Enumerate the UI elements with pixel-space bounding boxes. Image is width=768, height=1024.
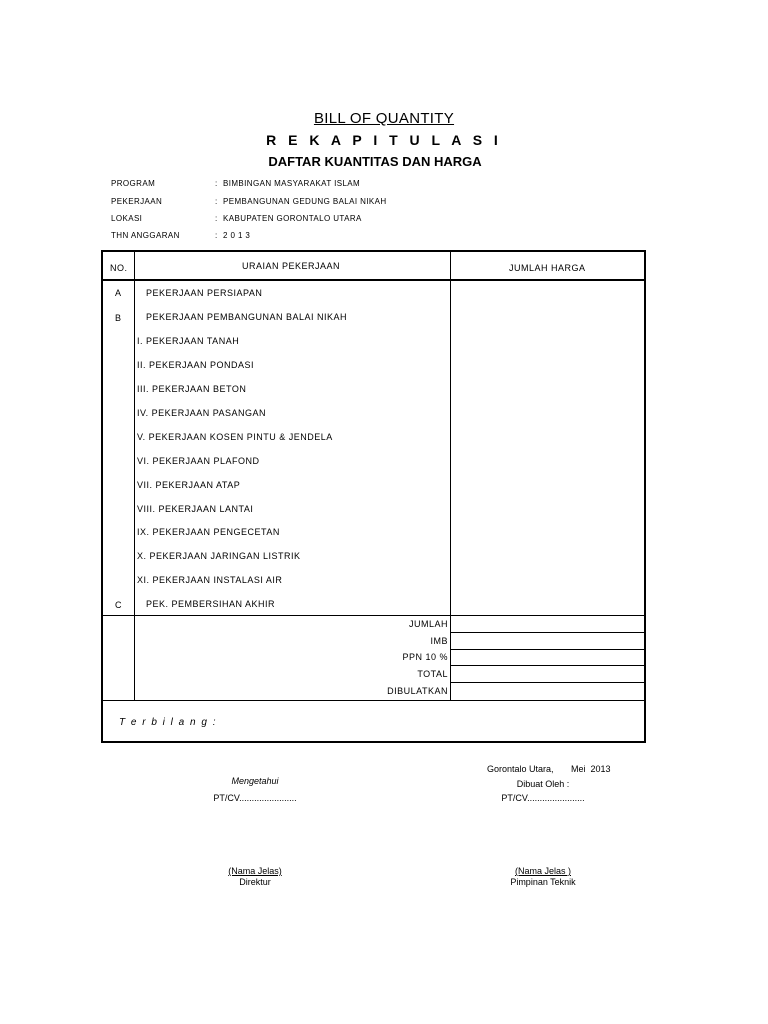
info-value: BIMBINGAN MASYARAKAT ISLAM — [223, 179, 361, 188]
info-key: LOKASI — [111, 214, 143, 223]
info-value: 2 0 1 3 — [223, 231, 251, 240]
info-sep: : — [215, 179, 218, 188]
right-company: PT/CV....................... — [501, 793, 585, 803]
info-sep: : — [215, 197, 218, 206]
total-label-dibulatkan: DIBULATKAN — [387, 686, 448, 696]
left-signatory-name: (Nama Jelas) — [228, 866, 282, 876]
info-value: KABUPATEN GORONTALO UTARA — [223, 214, 362, 223]
row-text: V. PEKERJAAN KOSEN PINTU & JENDELA — [137, 432, 333, 442]
total-label-jumlah: JUMLAH — [408, 619, 448, 629]
left-company: PT/CV....................... — [213, 793, 297, 803]
left-caption: Mengetahui — [231, 776, 279, 786]
row-text: PEKERJAAN PERSIAPAN — [146, 288, 263, 298]
info-sep: : — [215, 231, 218, 240]
row-text: VI. PEKERJAAN PLAFOND — [137, 456, 260, 466]
recap-table — [101, 250, 646, 743]
info-key: PROGRAM — [111, 179, 156, 188]
row-no: C — [115, 600, 122, 610]
info-value: PEMBANGUNAN GEDUNG BALAI NIKAH — [223, 197, 387, 206]
row-text: XI. PEKERJAAN INSTALASI AIR — [137, 575, 283, 585]
divider — [103, 700, 644, 701]
document-subtitle-2: DAFTAR KUANTITAS DAN HARGA — [268, 154, 482, 169]
right-caption: Dibuat Oleh : — [516, 779, 570, 789]
divider — [103, 615, 644, 616]
row-no: A — [115, 288, 122, 298]
document-title: BILL OF QUANTITY — [313, 110, 455, 127]
row-text: III. PEKERJAAN BETON — [137, 384, 247, 394]
divider — [450, 665, 644, 666]
row-text: VII. PEKERJAAN ATAP — [137, 480, 241, 490]
info-sep: : — [215, 214, 218, 223]
info-key: THN ANGGARAN — [111, 231, 180, 240]
divider — [450, 682, 644, 683]
row-text: IV. PEKERJAAN PASANGAN — [137, 408, 267, 418]
place-date: Gorontalo Utara, Mei 2013 — [487, 764, 611, 774]
total-label-ppn: PPN 10 % — [402, 652, 448, 662]
document-subtitle: R E K A P I T U L A S I — [266, 132, 502, 148]
terbilang-label: T e r b i l a n g : — [119, 717, 217, 728]
divider — [450, 649, 644, 650]
total-label-total: TOTAL — [417, 669, 448, 679]
left-signatory-role: Direktur — [239, 877, 271, 887]
header-no: NO. — [110, 263, 128, 273]
row-text: PEKERJAAN PEMBANGUNAN BALAI NIKAH — [146, 312, 348, 322]
row-text: VIII. PEKERJAAN LANTAI — [137, 504, 254, 514]
right-signatory-name: (Nama Jelas ) — [514, 866, 571, 876]
row-text: II. PEKERJAAN PONDASI — [137, 360, 255, 370]
row-no: B — [115, 313, 122, 323]
row-text: IX. PEKERJAAN PENGECETAN — [137, 527, 280, 537]
info-key: PEKERJAAN — [111, 197, 163, 206]
row-text: X. PEKERJAAN JARINGAN LISTRIK — [137, 551, 301, 561]
row-text: I. PEKERJAAN TANAH — [137, 336, 240, 346]
right-signatory-role: Pimpinan Teknik — [510, 877, 576, 887]
row-text: PEK. PEMBERSIHAN AKHIR — [146, 599, 276, 609]
header-jumlah: JUMLAH HARGA — [509, 263, 586, 273]
total-label-imb: IMB — [430, 636, 448, 646]
divider — [450, 252, 451, 701]
header-uraian: URAIAN PEKERJAAN — [242, 261, 341, 271]
divider — [450, 632, 644, 633]
divider — [134, 252, 135, 701]
divider — [103, 279, 644, 281]
